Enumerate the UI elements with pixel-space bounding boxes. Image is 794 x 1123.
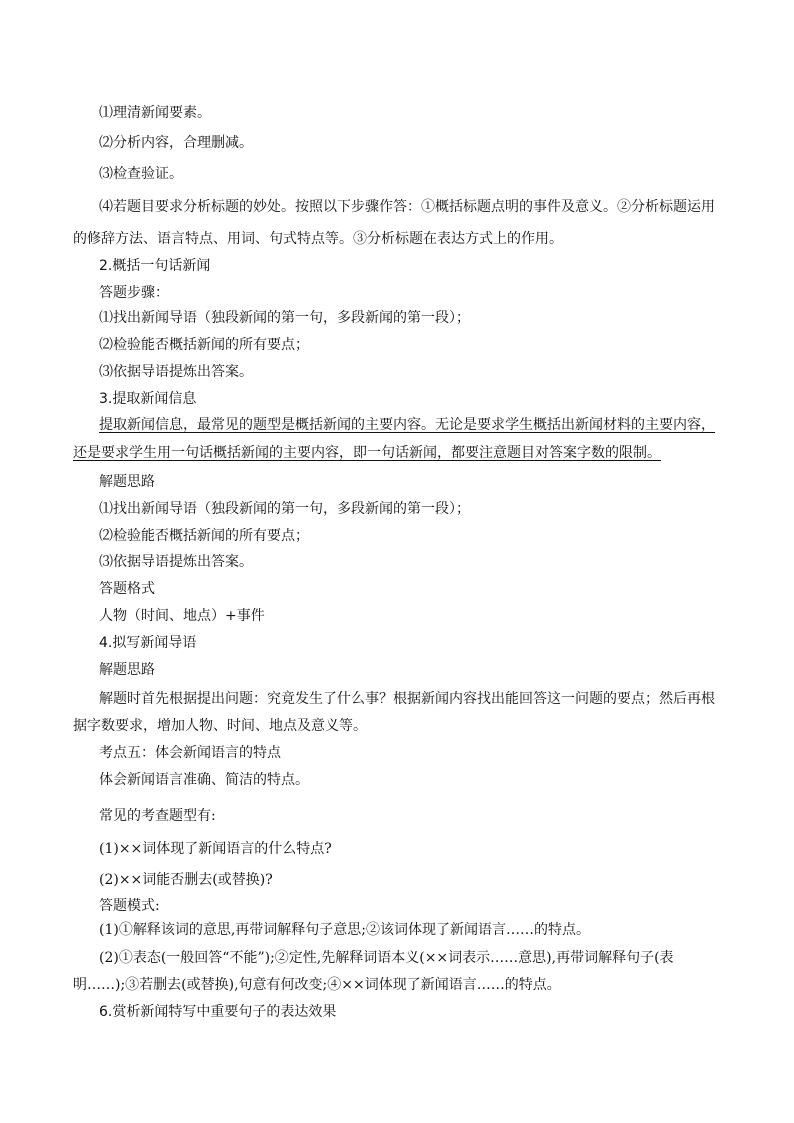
step-clarify-elements: ⑴理清新闻要素。 [99,105,211,121]
info-paragraph-line1: 提取新闻信息，最常见的题型是概括新闻的主要内容。无论是要求学生概括出新闻材料的主要内容， [99,417,715,433]
answer-pattern-label: 答题模式: [99,898,160,914]
question-type-2: (2)××词能否删去(或替换)? [99,872,273,888]
step-analyze-title-cont: 的修辞方法、语言特点、用词、句式特点等。③分析标题在表达方式上的作用。 [73,231,563,247]
answer-pattern-2-line1: (2)①表态(一般回答“不能”);②定性,先解释词语本义(××词表示……意思),再带词解释句子(表 [99,950,674,966]
lead-writing-line1: 解题时首先根据提出问题：究竟发生了什么事？根据新闻内容找出能回答这一问题的要点；然后再根 [99,691,715,707]
section-heading-3: 3.提取新闻信息 [99,391,197,407]
answer-format-label: 答题格式 [99,581,155,597]
step-analyze-title: ⑷若题目要求分析标题的妙处。按照以下步骤作答：①概括标题点明的事件及意义。②分析标题运用 [99,199,715,215]
topic-five-heading: 考点五：体会新闻语言的特点 [99,745,281,761]
info-paragraph-line2: 还是要求学生用一句话概括新闻的主要内容，即一句话新闻，都要注意题目对答案字数的限制。 [73,445,661,461]
step-check-verify: ⑶检查验证。 [99,166,183,182]
step-refine-answer-2: ⑶依据导语提炼出答案。 [99,554,253,570]
question-type-1: (1)××词体现了新闻语言的什么特点? [99,841,332,857]
answer-pattern-1: (1)①解释该词的意思,再带词解释句子意思;②该词体现了新闻语言……的特点。 [99,922,590,938]
step-analyze-content: ⑵分析内容，合理删减。 [99,135,253,151]
answer-steps-label: 答题步骤： [99,285,169,301]
answer-pattern-2-line2: 明……);③若删去(或替换),句意有何改变;④××词体现了新闻语言……的特点。 [73,977,561,993]
section-heading-2: 2.概括一句话新闻 [99,258,211,274]
solving-approach-label-2: 解题思路 [99,662,155,678]
step-refine-answer: ⑶依据导语提炼出答案。 [99,364,253,380]
lead-writing-line2: 据字数要求，增加人物、时间、地点及意义等。 [73,718,367,734]
step-check-points-2: ⑵检验能否概括新闻的所有要点； [99,528,309,544]
step-check-points: ⑵检验能否概括新闻的所有要点； [99,337,309,353]
section-heading-4: 4.拟写新闻导语 [99,635,197,651]
solving-approach-label: 解题思路 [99,474,155,490]
topic-five-desc: 体会新闻语言准确、简洁的特点。 [99,772,309,788]
step-find-lead: ⑴找出新闻导语（独段新闻的第一句，多段新闻的第一段）； [99,310,470,326]
section-heading-6: 6.赏析新闻特写中重要句子的表达效果 [99,1004,337,1020]
question-types-label: 常见的考查题型有: [99,808,216,824]
answer-format-value: 人物（时间、地点）+事件 [99,608,265,624]
step-find-lead-2: ⑴找出新闻导语（独段新闻的第一句，多段新闻的第一段）； [99,501,470,517]
